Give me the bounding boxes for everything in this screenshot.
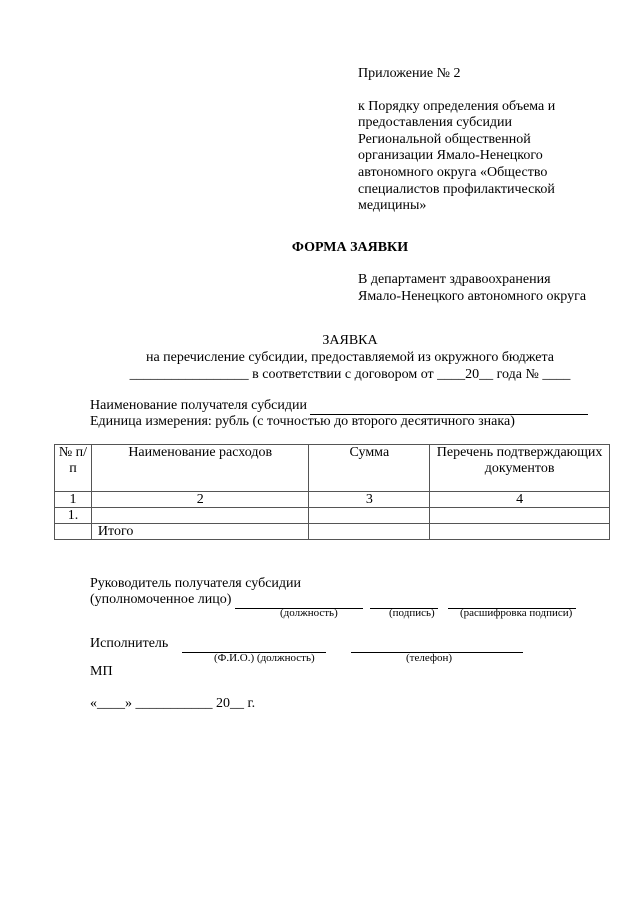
application-title: ЗАЯВКА xyxy=(322,333,378,348)
appendix-line: к Порядку определения объема и xyxy=(358,98,556,114)
phone-underline xyxy=(351,636,523,653)
caption-name-position: (Ф.И.О.) (должность) xyxy=(214,652,315,664)
table-cell xyxy=(55,524,92,540)
table-row xyxy=(55,508,610,524)
table-cell: 3 xyxy=(309,492,430,508)
appendix-line: медицины» xyxy=(358,198,427,214)
caption-position: (должность) xyxy=(280,607,338,619)
executor-label: Исполнитель xyxy=(90,636,169,651)
header-expense-name: Наименование расходов xyxy=(91,445,309,492)
stamp-label: МП xyxy=(90,664,113,679)
addressee-line: Ямало-Ненецкого автономного округа xyxy=(358,288,587,304)
total-label: Итого xyxy=(91,524,309,540)
appendix-line: предоставления субсидии xyxy=(358,115,513,131)
table-numbering-row xyxy=(55,492,610,508)
table-cell xyxy=(309,524,430,540)
head-label: Руководитель получателя субсидии xyxy=(90,576,302,591)
date-line: «____» ___________ 20__ г. xyxy=(90,696,256,711)
header-number: № п/п xyxy=(55,445,92,492)
form-title: ФОРМА ЗАЯВКИ xyxy=(291,240,409,255)
table-cell xyxy=(309,508,430,524)
executor-row xyxy=(90,636,523,653)
table-header-row xyxy=(55,445,610,492)
table-cell xyxy=(430,524,610,540)
table-cell: 1 xyxy=(55,492,92,508)
appendix-line: специалистов профилактической xyxy=(358,181,555,197)
units-label: Единица измерения: рубль (с точностью до второго десятичного знака) xyxy=(90,414,515,429)
table-cell xyxy=(430,508,610,524)
header-documents: Перечень подтверждающих документов xyxy=(430,445,610,492)
application-subtitle: на перечисление субсидии, предоставляемой из окружного бюджета xyxy=(145,350,555,365)
table-cell: 2 xyxy=(91,492,309,508)
recipient-label: Наименование получателя субсидии xyxy=(90,398,307,413)
contract-line: _________________ в соответствии с договором от ____20__ года № ____ xyxy=(129,367,571,382)
name-position-underline xyxy=(182,636,326,653)
table-cell: 4 xyxy=(430,492,610,508)
expenses-table xyxy=(54,444,610,540)
table-total-row xyxy=(55,524,610,540)
table-cell: 1. xyxy=(55,508,92,524)
caption-signature: (подпись) xyxy=(389,607,435,619)
header-amount: Сумма xyxy=(309,445,430,492)
addressee-block xyxy=(358,272,586,305)
recipient-row xyxy=(90,398,588,415)
appendix-line: организации Ямало-Ненецкого xyxy=(358,148,543,164)
recipient-underline xyxy=(310,398,588,415)
appendix-number: Приложение № 2 xyxy=(358,66,461,81)
caption-phone: (телефон) xyxy=(406,652,453,664)
authorized-person-label: (уполномоченное лицо) xyxy=(90,592,232,607)
appendix-line: автономного округа «Общество xyxy=(358,164,548,180)
table-cell xyxy=(91,508,309,524)
appendix-block xyxy=(358,66,555,215)
addressee-line: В департамент здравоохранения xyxy=(358,272,551,287)
caption-decoding: (расшифровка подписи) xyxy=(460,607,573,619)
appendix-line: Региональной общественной xyxy=(358,131,531,147)
